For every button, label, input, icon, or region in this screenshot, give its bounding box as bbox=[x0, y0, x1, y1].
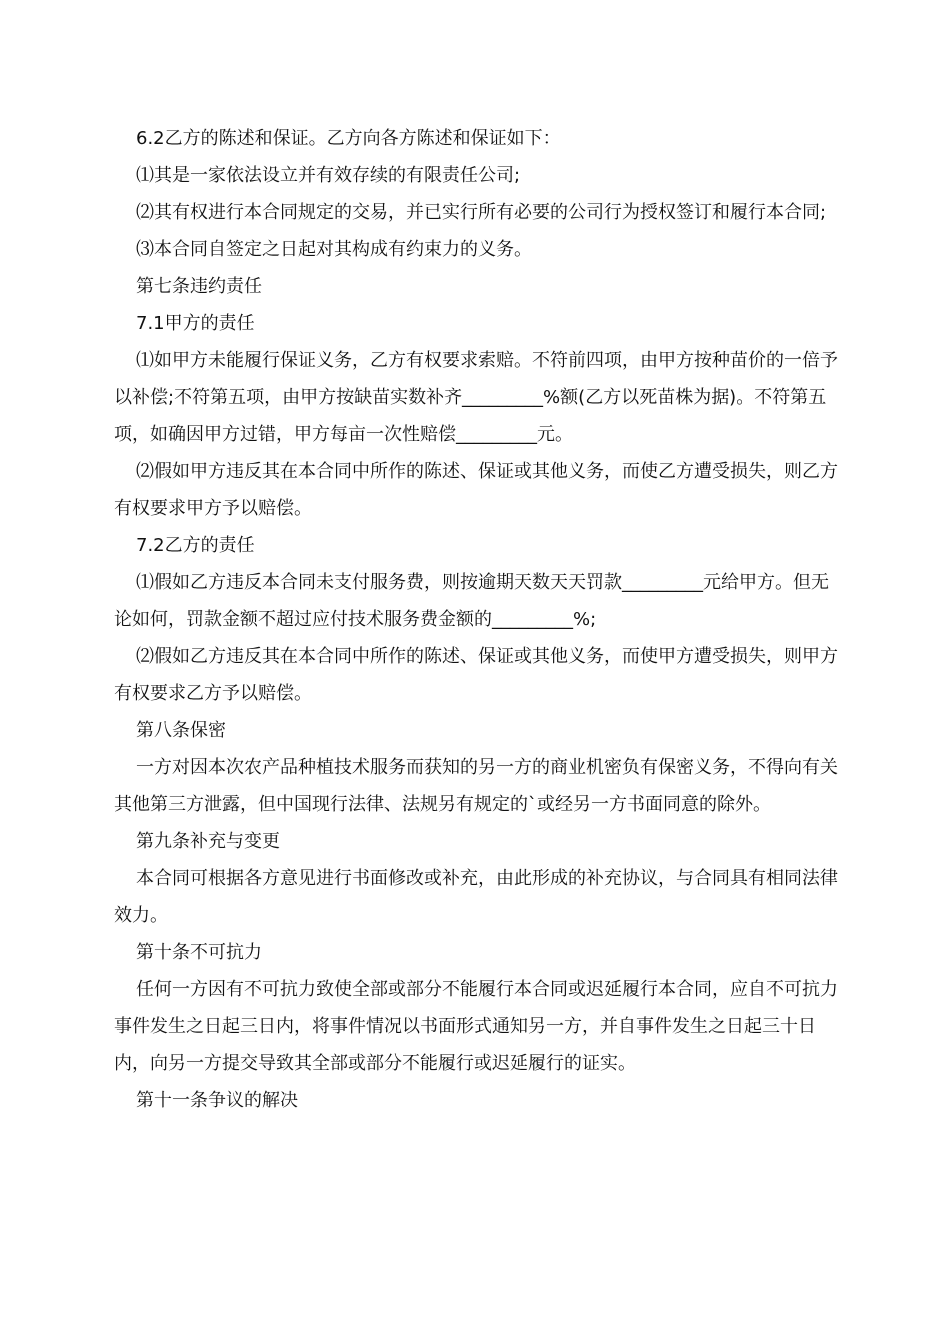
document-body bbox=[114, 120, 844, 1119]
paragraph-6-2-item-3: ⑶本合同自签定之日起对其构成有约束力的义务。 bbox=[136, 239, 532, 260]
article-11-heading: 第十一条争议的解决 bbox=[136, 1090, 298, 1111]
paragraph-7-1-heading: 7.1甲方的责任 bbox=[136, 313, 255, 334]
paragraph-7-2-item-1: ⑴假如乙方违反本合同未支付服务费，则按逾期天数天天罚款_________元给甲方。但无论如何，罚款金额不超过应付技术服务费金额的_________%; bbox=[114, 572, 829, 630]
paragraph-6-2-heading: 6.2乙方的陈述和保证。乙方向各方陈述和保证如下： bbox=[136, 128, 561, 149]
paragraph-6-2-item-2: ⑵其有权进行本合同规定的交易，并已实行所有必要的公司行为授权签订和履行本合同; bbox=[136, 202, 827, 223]
paragraph-7-2-heading: 7.2乙方的责任 bbox=[136, 535, 255, 556]
article-10-heading: 第十条不可抗力 bbox=[136, 942, 262, 963]
paragraph-7-1-item-2: ⑵假如甲方违反其在本合同中所作的陈述、保证或其他义务，而使乙方遭受损失，则乙方有权要求甲方予以赔偿。 bbox=[114, 461, 838, 519]
paragraph-6-2-item-1: ⑴其是一家依法设立并有效存续的有限责任公司; bbox=[136, 165, 521, 186]
article-8-heading: 第八条保密 bbox=[136, 720, 226, 741]
article-9-body: 本合同可根据各方意见进行书面修改或补充，由此形成的补充协议，与合同具有相同法律效力。 bbox=[114, 868, 838, 926]
article-9-heading: 第九条补充与变更 bbox=[136, 831, 280, 852]
article-7-heading: 第七条违约责任 bbox=[136, 276, 262, 297]
article-10-body: 任何一方因有不可抗力致使全部或部分不能履行本合同或迟延履行本合同，应自不可抗力事件发生之日起三日内，将事件情况以书面形式通知另一方，并自事件发生之日起三十日内，向另一方提交导致其全部或部分不能履行或迟延履行的证实。 bbox=[114, 979, 838, 1074]
paragraph-7-1-item-1: ⑴如甲方未能履行保证义务，乙方有权要求索赔。不符前四项，由甲方按种苗价的一倍予以补偿;不符第五项，由甲方按缺苗实数补齐_________%额(乙方以死苗株为据)。不符第五项，如确因甲方过错，甲方每亩一次性赔偿_________元。 bbox=[114, 350, 838, 445]
article-8-body: 一方对因本次农产品种植技术服务而获知的另一方的商业机密负有保密义务，不得向有关其他第三方泄露，但中国现行法律、法规另有规定的`或经另一方书面同意的除外。 bbox=[114, 757, 838, 815]
paragraph-7-2-item-2: ⑵假如乙方违反其在本合同中所作的陈述、保证或其他义务，而使甲方遭受损失，则甲方有权要求乙方予以赔偿。 bbox=[114, 646, 838, 704]
